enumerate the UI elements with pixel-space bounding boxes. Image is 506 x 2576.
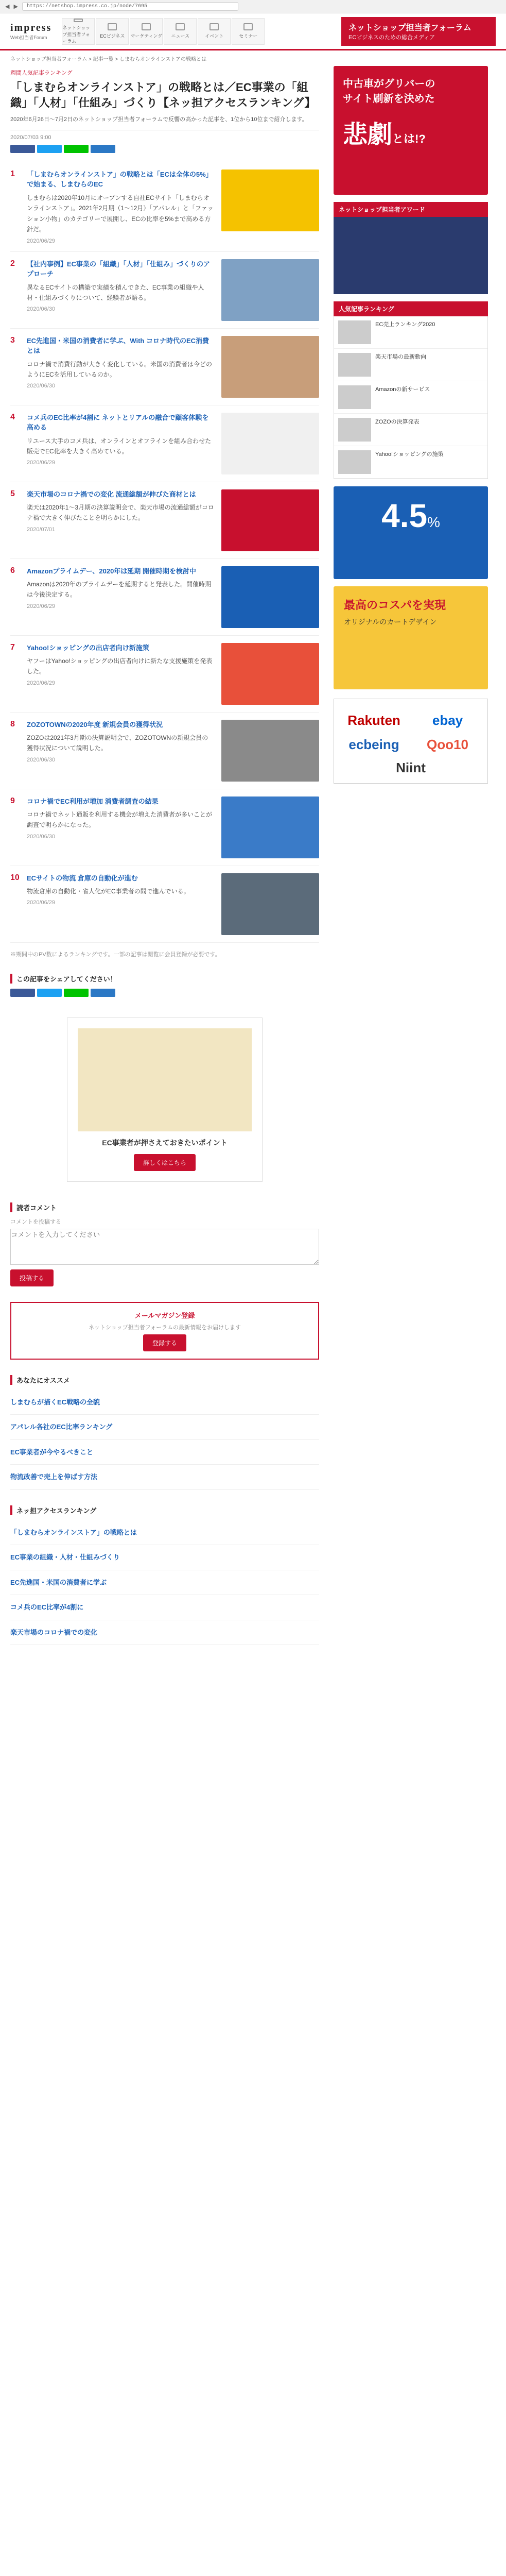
- rank-number: 6: [10, 566, 15, 575]
- nav-item[interactable]: ECビジネス: [96, 18, 129, 45]
- rank-number: 2: [10, 259, 15, 268]
- promo-box[interactable]: [67, 1018, 263, 1182]
- rank-number: 1: [10, 169, 15, 178]
- rank-title-link[interactable]: 「しまむらオンラインストア」の戦略とは「ECは全体の5%」で始まる、しまむらのEC: [27, 170, 213, 189]
- rank-title-link[interactable]: コメ兵のEC比率が4割に ネットとリアルの融合で顧客体験を高める: [27, 413, 209, 432]
- rank-number: 8: [10, 719, 15, 728]
- comment-title: 読者コメント: [10, 1202, 319, 1212]
- related-item[interactable]: [10, 1440, 319, 1465]
- side-banner-2[interactable]: 4.5%: [334, 486, 488, 579]
- side-news-thumb: [338, 418, 371, 442]
- share-buttons: [10, 145, 319, 153]
- rank-number: 9: [10, 796, 15, 805]
- rank-title-link[interactable]: ZOZOTOWNの2020年度 新規会員の獲得状況: [27, 720, 163, 728]
- rank-body: [27, 873, 214, 935]
- nav-icon: [108, 23, 117, 30]
- nav-item[interactable]: ニュース: [164, 18, 197, 45]
- rakuten-logo[interactable]: Rakuten: [347, 713, 400, 728]
- rank-date: 2020/06/30: [27, 383, 56, 389]
- rank-title-link[interactable]: EC先進国・米国の消費者に学ぶ、With コロナ時代のEC消費とは: [27, 336, 210, 355]
- rank-list-link[interactable]: EC先進国・米国の消費者に学ぶ: [10, 1578, 107, 1586]
- rank-body: [27, 170, 214, 244]
- side-news-item[interactable]: [334, 349, 487, 381]
- related-title: あなたにオススメ: [10, 1375, 319, 1385]
- comment-input[interactable]: [10, 1229, 319, 1265]
- nav-item[interactable]: マーケティング: [130, 18, 163, 45]
- ranking-note: ※期間中のPV数によるランキングです。一部の記事は閲覧に会員登録が必要です。: [10, 951, 221, 958]
- rank-body: [27, 566, 214, 628]
- rank-date: 2020/06/29: [27, 900, 56, 906]
- side-news-item[interactable]: [334, 381, 487, 414]
- nav-item[interactable]: セミナー: [232, 18, 265, 45]
- rank-list-link[interactable]: 楽天市場のコロナ禍での変化: [10, 1628, 98, 1636]
- page-title: 「しまむらオンラインストア」の戦略とは／EC事業の「組織」「人材」「仕組み」づくり【ネッ担アクセスランキング】: [10, 81, 316, 109]
- rank-date: 2020/06/29: [27, 460, 56, 466]
- rank-body: [27, 796, 214, 858]
- side-news-item[interactable]: [334, 316, 487, 349]
- rank-list-link[interactable]: 「しまむらオンラインストア」の戦略とは: [10, 1528, 137, 1536]
- ranking-item[interactable]: [10, 636, 319, 713]
- rank-number: 7: [10, 642, 15, 652]
- rank-body: [27, 489, 214, 551]
- rank-title-link[interactable]: 楽天市場のコロナ禍での変化 流通総額が伸びた商材とは: [27, 490, 196, 498]
- rank-desc: 物流倉庫の自動化・省人化がEC事業者の間で進んでいる。: [27, 888, 190, 895]
- ranking-item[interactable]: [10, 866, 319, 943]
- share-buttons-bottom: [10, 989, 319, 997]
- share-section-title: この記事をシェアしてください！: [10, 974, 319, 984]
- side-banner-1[interactable]: 中古車がグリバーの サイト刷新を決めた 悲劇とは!?: [334, 66, 488, 195]
- rank-list: [10, 1520, 319, 1646]
- ranking-item[interactable]: [10, 482, 319, 559]
- side-news-thumb: [338, 320, 371, 344]
- main-nav: [62, 18, 331, 45]
- side-news-title[interactable]: Amazonの新サービス: [375, 386, 430, 393]
- side-news-item[interactable]: [334, 414, 487, 446]
- qoo10-logo[interactable]: Qoo10: [427, 737, 468, 752]
- rank-title-link[interactable]: Amazonプライムデー、2020年は延期 開催時期を検討中: [27, 567, 196, 575]
- related-item[interactable]: [10, 1415, 319, 1440]
- rank-number: 5: [10, 489, 15, 498]
- article-date: 2020/07/03 9:00: [10, 134, 51, 141]
- line-share-button[interactable]: [64, 145, 89, 153]
- related-link[interactable]: 物流改善で売上を伸ばす方法: [10, 1473, 98, 1481]
- promo-button[interactable]: 詳しくはこちら: [134, 1154, 196, 1171]
- rank-body: [27, 259, 214, 321]
- side-news-title[interactable]: EC売上ランキング2020: [375, 321, 435, 328]
- related-list: [10, 1390, 319, 1490]
- rank-desc: コロナ禍で消費行動が大きく変化している。米国の消費者は今どのようにECを活用しているのか。: [27, 360, 213, 378]
- rank-body: [27, 643, 214, 705]
- side-news-thumb: [338, 450, 371, 474]
- ranking-item[interactable]: [10, 329, 319, 405]
- rank-desc: ヤフーはYahoo!ショッピングの出店者向けに新たな支援施策を発表した。: [27, 657, 213, 675]
- rank-body: [27, 413, 214, 474]
- comment-label: コメントを投稿する: [10, 1218, 61, 1225]
- article-category[interactable]: 週間人気記事ランキング: [10, 70, 73, 76]
- ranking-item[interactable]: [10, 789, 319, 866]
- rank-list-item[interactable]: [10, 1570, 319, 1596]
- rank-date: 2020/06/29: [27, 238, 56, 244]
- rank-list-link[interactable]: コメ兵のEC比率が4割に: [10, 1603, 84, 1612]
- sidebar: [334, 50, 488, 1645]
- rank-number: 4: [10, 412, 15, 421]
- rank-desc: Amazonは2020年のプライムデーを延期すると発表した。開催時期は今後決定する。: [27, 581, 212, 599]
- ranking-item[interactable]: [10, 405, 319, 482]
- newsletter-box: [10, 1302, 319, 1360]
- back-icon[interactable]: ◀: [5, 4, 10, 10]
- side-news-list: [334, 316, 488, 479]
- ranking-item[interactable]: [10, 162, 319, 252]
- rank-date: 2020/07/01: [27, 526, 56, 533]
- rank-thumbnail[interactable]: [221, 796, 319, 858]
- rank-date: 2020/06/30: [27, 756, 56, 763]
- side-banner-3[interactable]: 最高のコスパを実現 オリジナルのカートデザイン: [334, 586, 488, 689]
- rank-body: [27, 720, 214, 782]
- rank-date: 2020/06/30: [27, 306, 56, 313]
- rank-thumbnail[interactable]: [221, 489, 319, 551]
- rank-desc: 異なるECサイトの構築で実績を積んできた、EC事業の組織や人材・仕組みづくりについて、経験者が語る。: [27, 283, 204, 301]
- side-news-title[interactable]: Yahoo!ショッピングの施策: [375, 451, 444, 457]
- nav-item[interactable]: イベント: [198, 18, 231, 45]
- promo-image: [78, 1028, 252, 1131]
- side-news-title[interactable]: ZOZOの決算発表: [375, 419, 420, 425]
- newsletter-button[interactable]: 登録する: [143, 1334, 186, 1351]
- related-link[interactable]: アパレル各社のEC比率ランキング: [10, 1423, 113, 1431]
- rank-desc: コロナ禍でネット通販を利用する機会が増えた消費者が多いことが調査で明らかになった。: [27, 811, 213, 829]
- rank-title: ネッ担アクセスランキング: [10, 1505, 319, 1515]
- rank-thumbnail[interactable]: [221, 259, 319, 321]
- breadcrumb: ネットショップ担当者フォーラム > 記事一覧 > しまむらオンラインストアの戦略とは: [10, 57, 207, 62]
- ranking-item[interactable]: [10, 559, 319, 636]
- side-news-thumb: [338, 385, 371, 409]
- line-share-button[interactable]: [64, 989, 89, 997]
- nav-icon: [210, 23, 219, 30]
- main-content: [10, 50, 319, 1645]
- rank-thumbnail[interactable]: [221, 873, 319, 935]
- twitter-share-button[interactable]: [37, 145, 62, 153]
- side-news-thumb: [338, 353, 371, 377]
- rank-thumbnail[interactable]: [221, 413, 319, 474]
- rank-list-item[interactable]: [10, 1620, 319, 1646]
- comment-section: [10, 1202, 319, 1286]
- comment-submit-button[interactable]: 投稿する: [10, 1269, 54, 1286]
- rank-list-item[interactable]: [10, 1545, 319, 1570]
- promo-title: EC事業者が押さえておきたいポイント: [102, 1138, 228, 1147]
- rank-desc: ZOZOは2021年3月期の決算説明会で、ZOZOTOWNの新規会員の獲得状況について説明した。: [27, 734, 208, 752]
- rank-list-item[interactable]: [10, 1520, 319, 1546]
- ranking-item[interactable]: [10, 713, 319, 789]
- niint-logo[interactable]: Niint: [396, 760, 426, 775]
- nav-icon: [243, 23, 253, 30]
- forward-icon[interactable]: ▶: [13, 4, 18, 10]
- rank-title-link[interactable]: 【社内事例】EC事業の「組織」「人材」「仕組み」づくりのアプローチ: [27, 260, 211, 278]
- rank-body: [27, 336, 214, 398]
- rank-date: 2020/06/29: [27, 603, 56, 609]
- rank-thumbnail[interactable]: [221, 336, 319, 398]
- address-bar[interactable]: https://netshop.impress.co.jp/node/7695: [22, 2, 238, 11]
- rank-thumbnail[interactable]: [221, 566, 319, 628]
- browser-bar: [0, 0, 506, 13]
- rank-date: 2020/06/30: [27, 833, 56, 840]
- hatena-share-button[interactable]: [91, 145, 115, 153]
- related-item[interactable]: [10, 1465, 319, 1490]
- rank-date: 2020/06/29: [27, 680, 56, 686]
- related-item[interactable]: [10, 1390, 319, 1415]
- rank-title-link[interactable]: Yahoo!ショッピングの出店者向け新施策: [27, 643, 149, 652]
- twitter-share-button[interactable]: [37, 989, 62, 997]
- rank-number: 3: [10, 335, 15, 345]
- side-news-item[interactable]: [334, 446, 487, 479]
- rank-desc: リユース大手のコメ兵は、オンラインとオフラインを組み合わせた販売でEC化率を大きく高めている。: [27, 437, 212, 455]
- facebook-share-button[interactable]: [10, 989, 35, 997]
- rank-title-link[interactable]: コロナ禍でEC利用が増加 消費者調査の結果: [27, 797, 159, 805]
- side-news-title[interactable]: 楽天市場の最新動向: [375, 354, 426, 360]
- nav-icon: [74, 19, 83, 22]
- side-head-1: ネットショップ担当者アワード: [334, 202, 488, 217]
- nav-icon: [142, 23, 151, 30]
- rank-title-link[interactable]: ECサイトの物流 倉庫の自動化が進む: [27, 874, 138, 882]
- newsletter-title: メールマガジン登録: [134, 1311, 195, 1319]
- rank-thumbnail[interactable]: [221, 170, 319, 231]
- rank-list-link[interactable]: EC事業の組織・人材・仕組みづくり: [10, 1553, 120, 1562]
- related-link[interactable]: しまむらが描くEC戦略の全貌: [10, 1398, 100, 1406]
- ranking-item[interactable]: [10, 252, 319, 329]
- side-head-2: 人気記事ランキング: [334, 301, 488, 316]
- rank-thumbnail[interactable]: [221, 720, 319, 782]
- rank-desc: しまむらは2020年10月にオープンする自社ECサイト「しまむらオンラインストア」。2021年2月期（1〜12月）「アパレル」と「ファッション小物」のカテゴリーで展開し、ECの比率を5%まで高める方針だ。: [27, 194, 214, 233]
- header-banner[interactable]: ネットショップ担当者フォーラム ECビジネスのための総合メディア: [341, 17, 496, 46]
- rank-number: 10: [10, 873, 20, 882]
- facebook-share-button[interactable]: [10, 145, 35, 153]
- rank-list-item[interactable]: [10, 1595, 319, 1620]
- partner-box: [334, 699, 488, 784]
- related-link[interactable]: EC事業者が今やるべきこと: [10, 1448, 94, 1456]
- rank-desc: 楽天は2020年1〜3月期の決算説明会で、楽天市場の流通総額がコロナ禍で大きく伸びたことを明らかにした。: [27, 504, 214, 522]
- site-header: [0, 13, 506, 50]
- ecbeing-logo[interactable]: ecbeing: [348, 737, 399, 752]
- nav-item[interactable]: ネットショップ担当者フォーラム: [62, 18, 95, 45]
- ranking-list: [10, 162, 319, 943]
- hatena-share-button[interactable]: [91, 989, 115, 997]
- site-logo[interactable]: impress Web担当者Forum: [10, 22, 52, 40]
- newsletter-text: ネットショップ担当者フォーラムの最新情報をお届けします: [88, 1324, 241, 1331]
- ebay-logo[interactable]: ebay: [432, 713, 463, 728]
- nav-icon: [176, 23, 185, 30]
- article-lead: 2020年6月26日〜7月2日のネットショップ担当者フォーラムで反響の高かった記事を、1位から10位まで紹介します。: [10, 115, 319, 130]
- award-banner[interactable]: [334, 217, 488, 294]
- rank-thumbnail[interactable]: [221, 643, 319, 705]
